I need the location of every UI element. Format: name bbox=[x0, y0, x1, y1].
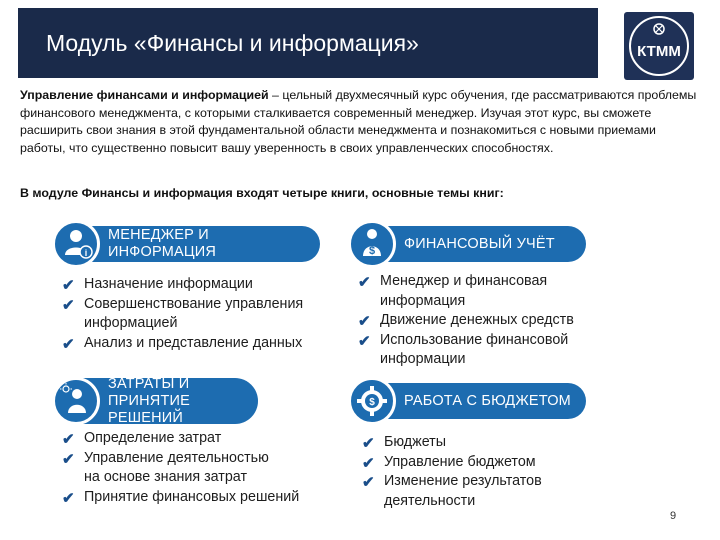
modules-heading: В модуле Финансы и информация входят четыре книги, основные темы книг: bbox=[20, 186, 504, 200]
title-bar bbox=[18, 8, 598, 78]
page-number: 9 bbox=[670, 510, 677, 522]
card-header-manager-info bbox=[58, 226, 320, 262]
checkmark-icon: ✔ bbox=[62, 296, 75, 314]
card-title: РАБОТА С БЮДЖЕТОМ bbox=[404, 392, 571, 409]
checkmark-icon: ✔ bbox=[62, 450, 75, 468]
card-icon-circle bbox=[348, 220, 396, 268]
card-icon-circle bbox=[52, 220, 100, 268]
checkmark-icon: ✔ bbox=[358, 274, 371, 291]
checkmark-icon: ✔ bbox=[62, 489, 75, 507]
logo bbox=[624, 12, 694, 80]
list-item: ✔ Назначение информации bbox=[62, 276, 253, 294]
checkmark-icon: ✔ bbox=[62, 431, 75, 448]
page-title: Модуль «Финансы и информация» bbox=[46, 30, 419, 56]
list-item: ✔ Анализ и представление данных bbox=[62, 334, 303, 353]
card-title: ЗАТРАТЫ И ПРИНЯТИЕ РЕШЕНИЙ bbox=[108, 375, 191, 426]
svg-text:$: $ bbox=[369, 397, 375, 408]
list-item: ✔ Совершенствование управления информацией bbox=[62, 295, 304, 331]
checkmark-icon: ✔ bbox=[62, 277, 75, 294]
checkmark-icon: ✔ bbox=[358, 313, 371, 330]
list-item: ✔ Менеджер и финансовая информация bbox=[358, 273, 548, 309]
list-item: ✔ Изменение результатов деятельности bbox=[362, 473, 542, 509]
intro-paragraph bbox=[20, 87, 700, 157]
checkmark-icon: ✔ bbox=[362, 474, 375, 491]
manager-info-icon bbox=[55, 223, 97, 265]
list-item: ✔ Принятие финансовых решений bbox=[62, 488, 300, 507]
card-list-budget bbox=[362, 433, 622, 511]
svg-text:$: $ bbox=[368, 245, 376, 257]
list-item: ✔ Использование финансовой информации bbox=[358, 331, 569, 367]
svg-text:i: i bbox=[84, 248, 88, 258]
card-header-financial-accounting bbox=[354, 226, 586, 262]
card-icon-circle bbox=[348, 377, 396, 425]
idea-person-icon bbox=[55, 380, 97, 422]
card-title: ФИНАНСОВЫЙ УЧЁТ bbox=[404, 235, 555, 252]
list-item: ✔ Управление бюджетом bbox=[362, 453, 536, 472]
card-list-manager-info bbox=[62, 275, 332, 353]
intro-text: – цельный двухмесячный курс обучения, где рассматриваются проблемы финансового менеджмента, с которыми сталкивается современный менеджер. Изучая этот курс, вы сможете расширить свои знания в этой фундаментальной области менеджмента и познакомиться с новыми приемами работы, что существенно повысит вашу уверенность в своих управленческих способностях. bbox=[20, 88, 697, 155]
logo-emblem-icon bbox=[624, 12, 694, 80]
list-item: ✔ Бюджеты bbox=[362, 434, 446, 452]
list-item: ✔ Определение затрат bbox=[62, 430, 222, 448]
card-list-costs-decisions bbox=[62, 429, 332, 507]
logo-text: КТММ bbox=[637, 43, 681, 60]
list-item: ✔ Движение денежных средств bbox=[358, 312, 574, 330]
checkmark-icon: ✔ bbox=[62, 335, 75, 353]
card-header-budget bbox=[354, 383, 586, 419]
list-item: ✔ Управление деятельностью на основе знания затрат bbox=[62, 449, 269, 485]
checkmark-icon: ✔ bbox=[362, 454, 375, 472]
checkmark-icon: ✔ bbox=[362, 435, 375, 452]
card-header-costs-decisions bbox=[58, 375, 258, 426]
checkmark-icon: ✔ bbox=[358, 332, 371, 350]
card-title: МЕНЕДЖЕР И ИНФОРМАЦИЯ bbox=[108, 227, 217, 260]
intro-bold-lead: Управление финансами и информацией bbox=[20, 88, 269, 102]
budget-gear-icon bbox=[351, 380, 393, 422]
card-list-financial-accounting bbox=[358, 272, 618, 370]
card-icon-circle bbox=[52, 377, 100, 425]
money-person-icon bbox=[351, 223, 393, 265]
